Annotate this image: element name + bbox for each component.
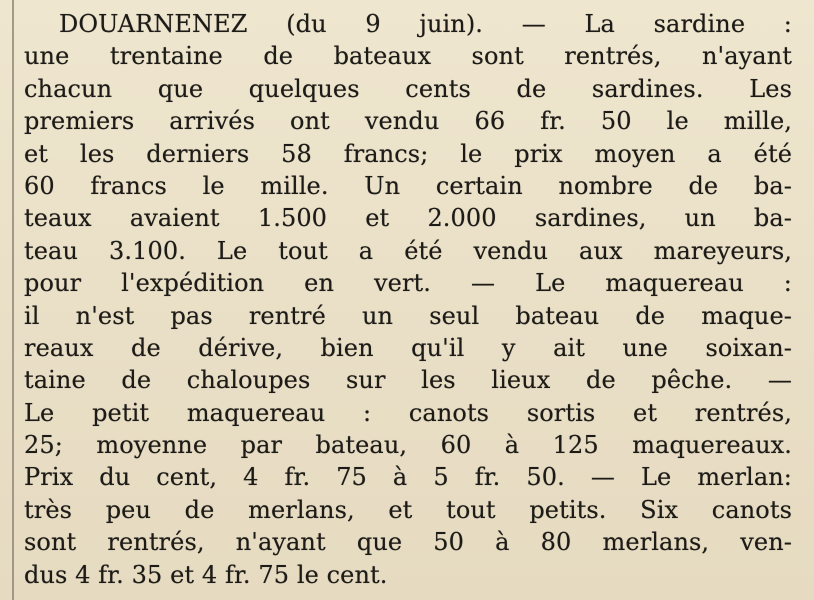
article-line: teaux avaient 1.500 et 2.000 sardines, un ba- <box>24 204 792 233</box>
article-line: pour l'expédition en vert. — Le maquereau : <box>24 269 792 298</box>
article-line: 25; moyenne par bateau, 60 à 125 maquereaux. <box>24 431 792 460</box>
article-line: reaux de dérive, bien qu'il y ait une soixan- <box>24 333 792 362</box>
article-line: chacun que quelques cents de sardines. Les <box>24 74 792 103</box>
article-text-block <box>24 8 792 591</box>
article-line: sont rentrés, n'ayant que 50 à 80 merlans, ven- <box>24 528 792 557</box>
article-line: il n'est pas rentré un seul bateau de maque- <box>24 301 792 330</box>
article-line: 60 francs le mille. Un certain nombre de ba- <box>24 171 792 200</box>
article-line: taine de chaloupes sur les lieux de pêche. — <box>24 366 792 395</box>
article-line: dus 4 fr. 35 et 4 fr. 75 le cent. <box>24 560 388 589</box>
column-divider-rule <box>12 0 14 600</box>
article-line: premiers arrivés ont vendu 66 fr. 50 le mille, <box>24 107 792 136</box>
article-line: Prix du cent, 4 fr. 75 à 5 fr. 50. — Le merlan: <box>24 463 792 492</box>
article-line: DOUARNENEZ (du 9 juin). — La sardine : <box>59 10 792 38</box>
article-line: très peu de merlans, et tout petits. Six canots <box>24 495 792 524</box>
article-line: Le petit maquereau : canots sortis et rentrés, <box>24 398 792 427</box>
article-line: une trentaine de bateaux sont rentrés, n'ayant <box>24 42 792 71</box>
article-line: et les derniers 58 francs; le prix moyen a été <box>24 139 792 168</box>
article-line: teau 3.100. Le tout a été vendu aux mareyeurs, <box>24 236 792 265</box>
